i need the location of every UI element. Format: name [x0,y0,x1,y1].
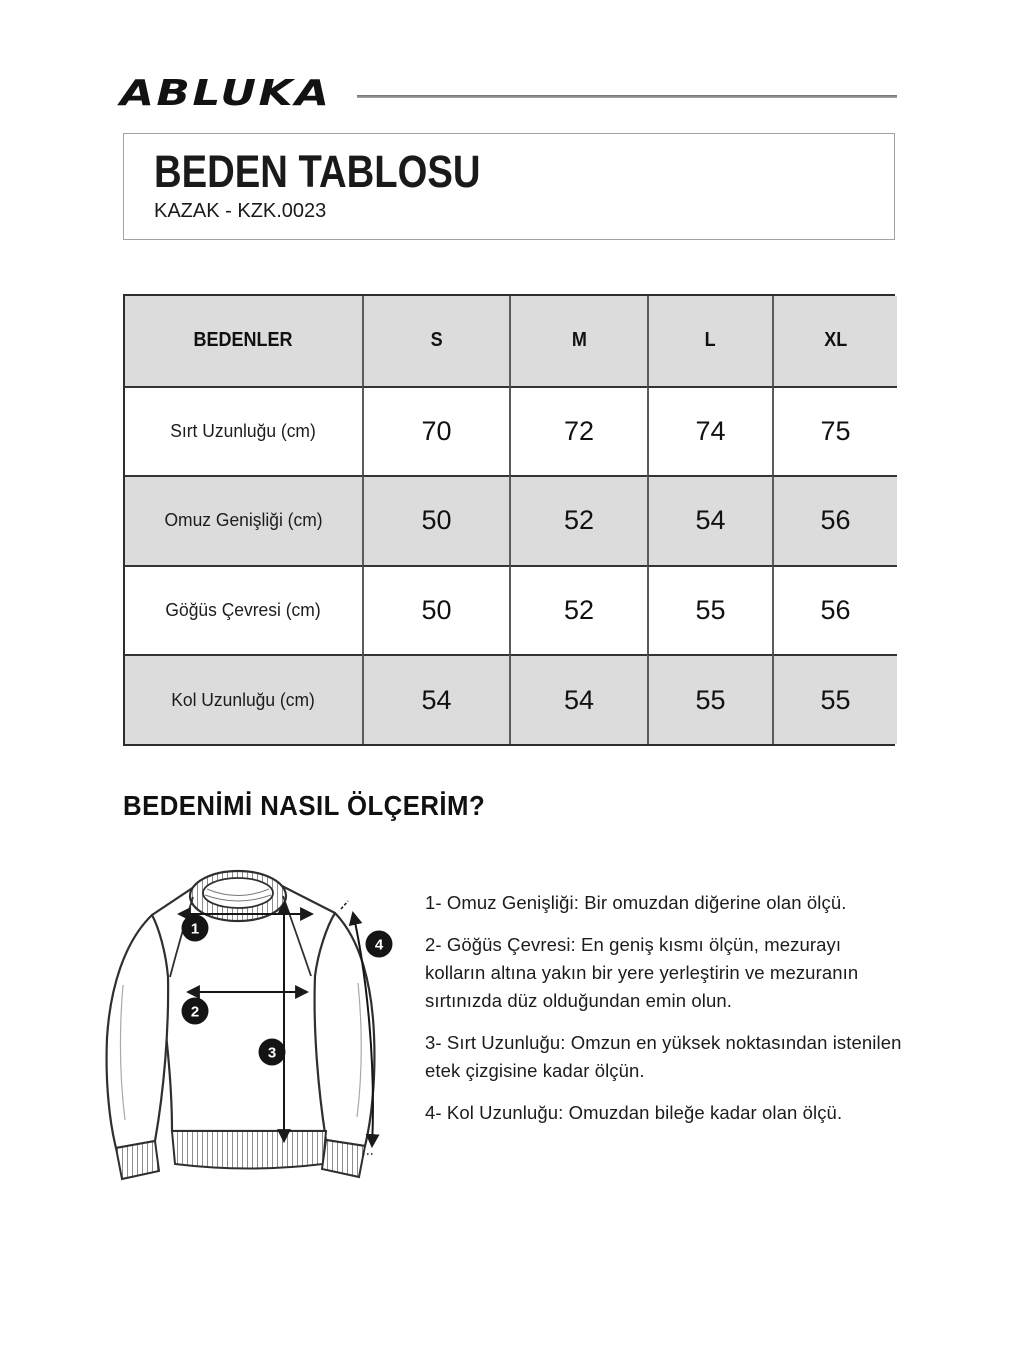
measurement-value: 50 [421,505,452,536]
table-value-cell [647,475,772,565]
sleeve-arrow-tick-top [341,901,348,909]
sweater-sleeve-right [315,913,375,1146]
marker-1-label: 1 [190,920,200,938]
table-value-cell [772,386,897,476]
table-value-cell [772,654,897,744]
howto-heading: BEDENİMİ NASIL ÖLÇERİM? [123,790,486,821]
marker-3-label: 3 [267,1044,277,1062]
table-header-cell [647,296,772,386]
measurement-value: 55 [820,684,851,715]
table-header-cell [772,296,897,386]
column-header-label: BEDENLER [193,329,293,352]
column-header-label: L [705,329,716,352]
table-value-cell [772,475,897,565]
size-table [123,294,895,746]
column-header-label: S [430,329,443,352]
measurement-instructions [425,889,905,1141]
table-value-cell [509,654,647,744]
table-value-cell [509,475,647,565]
table-value-cell [362,654,509,744]
marker-1-badge [182,915,209,942]
table-value-cell [647,565,772,655]
column-header-label: M [571,329,587,352]
measurement-value: 54 [563,684,595,715]
measurement-value: 55 [695,595,726,626]
measurement-value: 70 [421,415,452,446]
measurement-value: 75 [820,415,851,446]
instruction-step: 4- Kol Uzunluğu: Omuzdan bileğe kadar olan ölçü. [425,1102,843,1123]
title-box [123,133,895,240]
page-title: BEDEN TABLOSU [154,146,481,197]
measurement-value: 72 [563,415,595,446]
table-row-label-cell [125,386,362,476]
sweater-measurement-diagram [95,865,425,1225]
instruction-step: 3- Sırt Uzunluğu: Omzun en yüksek noktasından istenilen etek çizgisine kadar ölçün. [425,1032,902,1081]
measurement-value: 54 [695,505,726,536]
table-row-label-cell [125,565,362,655]
sweater-cuff-right [322,1140,365,1177]
table-value-cell [509,386,647,476]
table-value-cell [362,386,509,476]
sweater-collar-opening [203,878,273,908]
measurement-label: Omuz Genişliği (cm) [164,510,323,531]
table-row-label-cell [125,475,362,565]
measurement-value: 55 [695,684,726,715]
table-header-cell [509,296,647,386]
measurement-value: 74 [695,415,726,446]
measurement-label: Sırt Uzunluğu (cm) [170,420,317,441]
measurement-value: 56 [820,595,851,626]
marker-4-badge [366,931,393,958]
table-header-cell [362,296,509,386]
table-value-cell [362,565,509,655]
instruction-step: 2- Göğüs Çevresi: En geniş kısmı ölçün, mezurayı kolların altına yakın bir yere yerleştirin ve mezuranın sırtınızda düz olduğundan emin olun. [425,934,859,1011]
header-rule [357,95,897,98]
table-value-cell [647,654,772,744]
table-value-cell [509,565,647,655]
measurement-label: Kol Uzunluğu (cm) [171,689,316,710]
table-value-cell [362,475,509,565]
measurement-value: 56 [820,505,851,536]
column-header-label: XL [823,329,848,352]
measurement-label: Göğüs Çevresi (cm) [165,600,322,621]
marker-2-label: 2 [190,1003,200,1021]
sweater-illustration [95,865,425,1225]
marker-4-label: 4 [374,936,384,954]
marker-3-badge [259,1039,286,1066]
measurement-value: 50 [421,595,452,626]
table-row-label-cell [125,654,362,744]
measurement-value: 54 [421,684,452,715]
instruction-step: 1- Omuz Genişliği: Bir omuzdan diğerine olan ölçü. [425,892,847,913]
brand-logo: ABLUKA [120,73,332,114]
table-value-cell [647,386,772,476]
sweater-cuff-left [116,1141,159,1179]
marker-2-badge [182,998,209,1025]
table-value-cell [772,565,897,655]
sweater-body [152,886,335,1131]
measurement-value: 52 [563,505,595,536]
product-code: KAZAK - KZK.0023 [154,200,327,222]
sweater-sleeve-left [107,915,169,1148]
measurement-value: 52 [563,595,595,626]
table-header-cell [125,296,362,386]
sweater-hem-rib [172,1131,326,1169]
